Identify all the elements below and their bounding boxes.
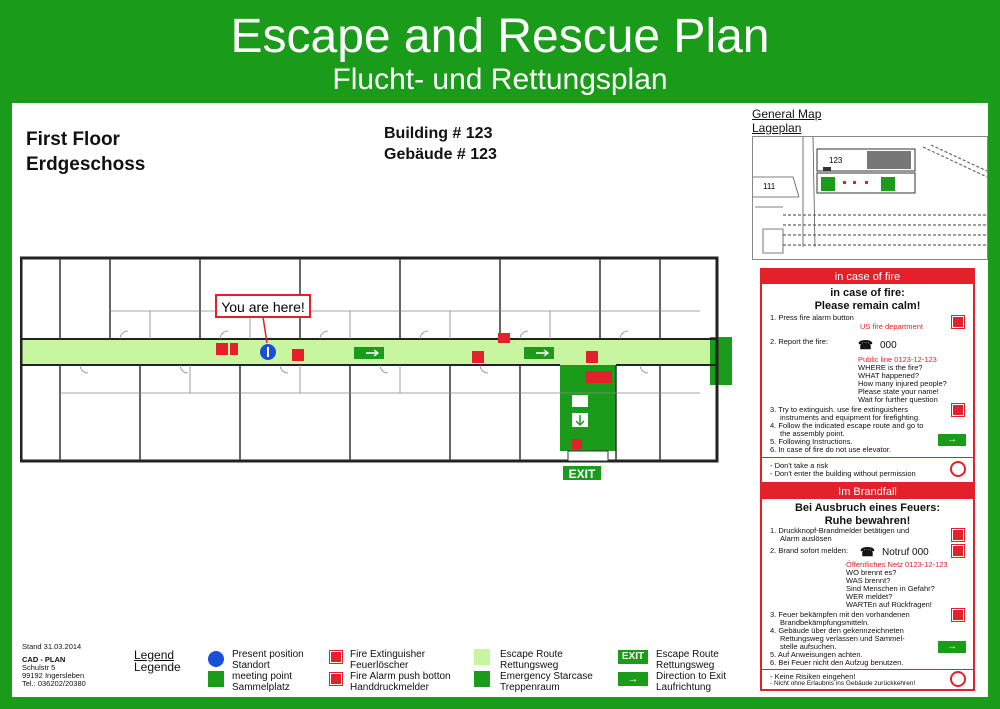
legend-dir-en: Direction to Exit <box>656 671 727 682</box>
fire-en-step1: 1. Press fire alarm button <box>770 313 854 322</box>
fire-en-step6: 6. In case of fire do not use elevator. <box>770 445 891 454</box>
direction-exit-icon: → <box>618 672 648 686</box>
general-map-title <box>752 107 821 135</box>
fire-de-emergency-number: Notruf 000 <box>882 547 929 558</box>
building-label <box>384 123 497 165</box>
legend-title-en: Legend <box>134 648 175 662</box>
fire-extinguisher-icon <box>952 404 964 416</box>
fire-en-emergency-number: 000 <box>880 340 897 351</box>
site-map-drawing <box>753 137 987 259</box>
fire-alarm-icon <box>952 316 964 328</box>
fire-en-step4b: the assembly point. <box>780 429 845 438</box>
legend-stair-en: Emergency Starcase <box>500 671 593 682</box>
fire-de-step5: 5. Auf Anweisungen achten. <box>770 650 863 659</box>
fire-alarm-icon <box>292 349 304 361</box>
fire-de-warning1: - Keine Risiken eingehen! <box>770 672 856 681</box>
direction-exit-icon <box>572 395 588 407</box>
fire-en-q5: Wait for further question <box>858 395 938 404</box>
fire-extinguisher-icon <box>472 351 484 363</box>
subtitle: Flucht- und Rettungsplan <box>332 63 668 96</box>
fire-extinguisher-icon <box>586 351 598 363</box>
floor-de: Erdgeschoss <box>26 154 146 175</box>
fire-instructions-en <box>760 268 975 484</box>
legend-meeting-de: Sammelplatz <box>232 682 290 693</box>
legend-alarm-de: Handdruckmelder <box>350 682 429 693</box>
footer-tel: Tel.: 036202/20380 <box>22 679 86 688</box>
fire-alarm-icon <box>230 343 238 355</box>
fire-en-warning2: - Don't enter the building without permission <box>770 469 916 478</box>
footer-city: 99192 Ingersleben <box>22 671 85 680</box>
title: Escape and Rescue Plan <box>230 10 770 63</box>
floor-plan <box>20 255 760 465</box>
fire-instructions-de <box>760 483 975 691</box>
fire-extinguisher-icon <box>216 343 228 355</box>
fire-de-q2: WAS brennt? <box>846 576 891 585</box>
fire-en-step5: 5. Following Instructions. <box>770 437 853 446</box>
legend-alarm-en: Fire Alarm push botton <box>350 671 451 682</box>
escape-route-swatch <box>474 649 490 665</box>
fire-alarm-icon <box>498 333 510 343</box>
no-entry-icon <box>950 461 966 477</box>
legend-exit-sign: EXIT <box>618 650 648 664</box>
floor-label <box>26 127 145 177</box>
fire-de-q4: WER meldet? <box>846 592 893 601</box>
fire-de-q1: WO brennt es? <box>846 568 897 577</box>
fire-en-warning1: - Don't take a risk <box>770 461 829 470</box>
fire-de-step4b: Rettungsweg verlassen und Sammel- <box>780 634 905 643</box>
fire-de-step1b: Alarm auslösen <box>780 534 832 543</box>
staircase-swatch <box>474 671 490 687</box>
side-staircase <box>710 337 732 385</box>
fire-en-step1-note: US fire department <box>860 322 923 331</box>
fire-en-step3: 3. Try to extinguish. use fire extinguishers <box>770 405 908 414</box>
building-en: Building # 123 <box>384 125 493 142</box>
general-map-en: General Map <box>752 107 822 121</box>
fire-en-q4: Please state your name! <box>858 387 939 396</box>
legend-extinguisher-en: Fire Extinguisher <box>350 649 426 660</box>
meeting-point-icon <box>208 671 224 687</box>
footer-date: Stand 31.03.2014 <box>22 642 82 651</box>
fire-de-step4: 4. Gebäude über den gekennzeichneten <box>770 626 904 635</box>
map-label-111: 111 <box>763 182 776 191</box>
fire-de-line2: Ruhe bewahren! <box>824 515 911 527</box>
fire-de-step6: 6. Bei Feuer nicht den Aufzug benutzen. <box>770 658 904 667</box>
fire-de-warning2: - Nicht ohne Erlaubnis ins Gebäude zurückkehren! <box>770 680 916 687</box>
fire-extinguisher-icon <box>952 545 964 557</box>
fire-de-q5: WARTEn auf Rückfragen! <box>846 600 932 609</box>
legend-title-de: Legende <box>134 660 181 674</box>
footer-street: Schulstr 5 <box>22 663 56 672</box>
fire-en-step2: 2. Report the fire: <box>770 337 828 346</box>
general-map-de: Lageplan <box>752 121 802 135</box>
direction-exit-icon: → <box>938 434 966 446</box>
fire-de-line1: Bei Ausbruch eines Feuers: <box>794 502 941 514</box>
fire-de-step4c: stelle aufsuchen. <box>780 642 837 651</box>
general-map <box>752 136 988 260</box>
footer-company: CAD - PLAN <box>22 655 66 664</box>
direction-exit-icon: → <box>938 641 966 653</box>
fire-de-q3: Sind Menschen in Gefahr? <box>846 584 935 593</box>
floor-en: First Floor <box>26 129 120 150</box>
fire-de-step3: 3. Feuer bekämpfen mit den vorhandenen <box>770 610 910 619</box>
exit-sign: EXIT <box>562 465 602 481</box>
fire-en-step4: 4. Follow the indicated escape route and go to <box>770 421 924 430</box>
you-are-here-label: You are here! <box>221 299 305 315</box>
fire-extinguisher-icon <box>952 609 964 621</box>
fire-extinguisher-icon <box>330 651 342 663</box>
map-label-123: 123 <box>829 156 843 165</box>
plan-panel <box>12 103 988 697</box>
phone-icon: ☎ <box>858 338 873 352</box>
legend-meeting-en: meeting point <box>232 671 293 682</box>
fire-en-step3b: instruments and equipment for firefighting. <box>780 413 921 422</box>
legend-present-de: Standort <box>232 660 270 671</box>
legend-stair-de: Treppenraum <box>500 682 560 693</box>
building-de: Gebäude # 123 <box>384 146 497 163</box>
fire-alarm-icon <box>952 529 964 541</box>
phone-icon: ☎ <box>860 545 875 559</box>
fire-en-q2: WHAT happened? <box>858 371 920 380</box>
fire-en-q3: How many injured people? <box>858 379 947 388</box>
legend-exit-en: Escape Route <box>656 649 719 660</box>
fire-de-header: Im Brandfall <box>762 485 973 499</box>
legend-present-en: Present position <box>232 649 304 660</box>
legend-route-de: Rettungsweg <box>500 660 559 671</box>
legend-dir-de: Laufrichtung <box>656 682 712 693</box>
fire-extinguisher-icon <box>586 371 612 383</box>
fire-en-q1: WHERE is the fire? <box>858 363 923 372</box>
fire-en-line2: Please remain calm! <box>814 300 921 312</box>
fire-en-header: in case of fire <box>762 270 973 284</box>
fire-de-step2: 2. Brand sofort melden: <box>770 546 848 555</box>
no-entry-icon <box>950 671 966 687</box>
fire-de-step1: 1. Druckknopf-Brandmelder betätigen und <box>770 526 910 535</box>
present-position-icon <box>208 651 224 667</box>
fire-en-line1: in case of fire: <box>830 287 905 299</box>
legend-route-en: Escape Route <box>500 649 563 660</box>
fire-de-public-line: Öffentliches Netz 0123-12-123 <box>846 560 948 569</box>
legend-extinguisher-de: Feuerlöscher <box>350 660 409 671</box>
legend-exit-de: Rettungsweg <box>656 660 715 671</box>
fire-de-step3b: Brandbekämpfungsmitteln. <box>780 618 870 627</box>
fire-en-public-line: Public line 0123-12-123 <box>858 355 937 364</box>
fire-alarm-icon <box>572 439 582 449</box>
fire-alarm-icon <box>330 673 342 685</box>
